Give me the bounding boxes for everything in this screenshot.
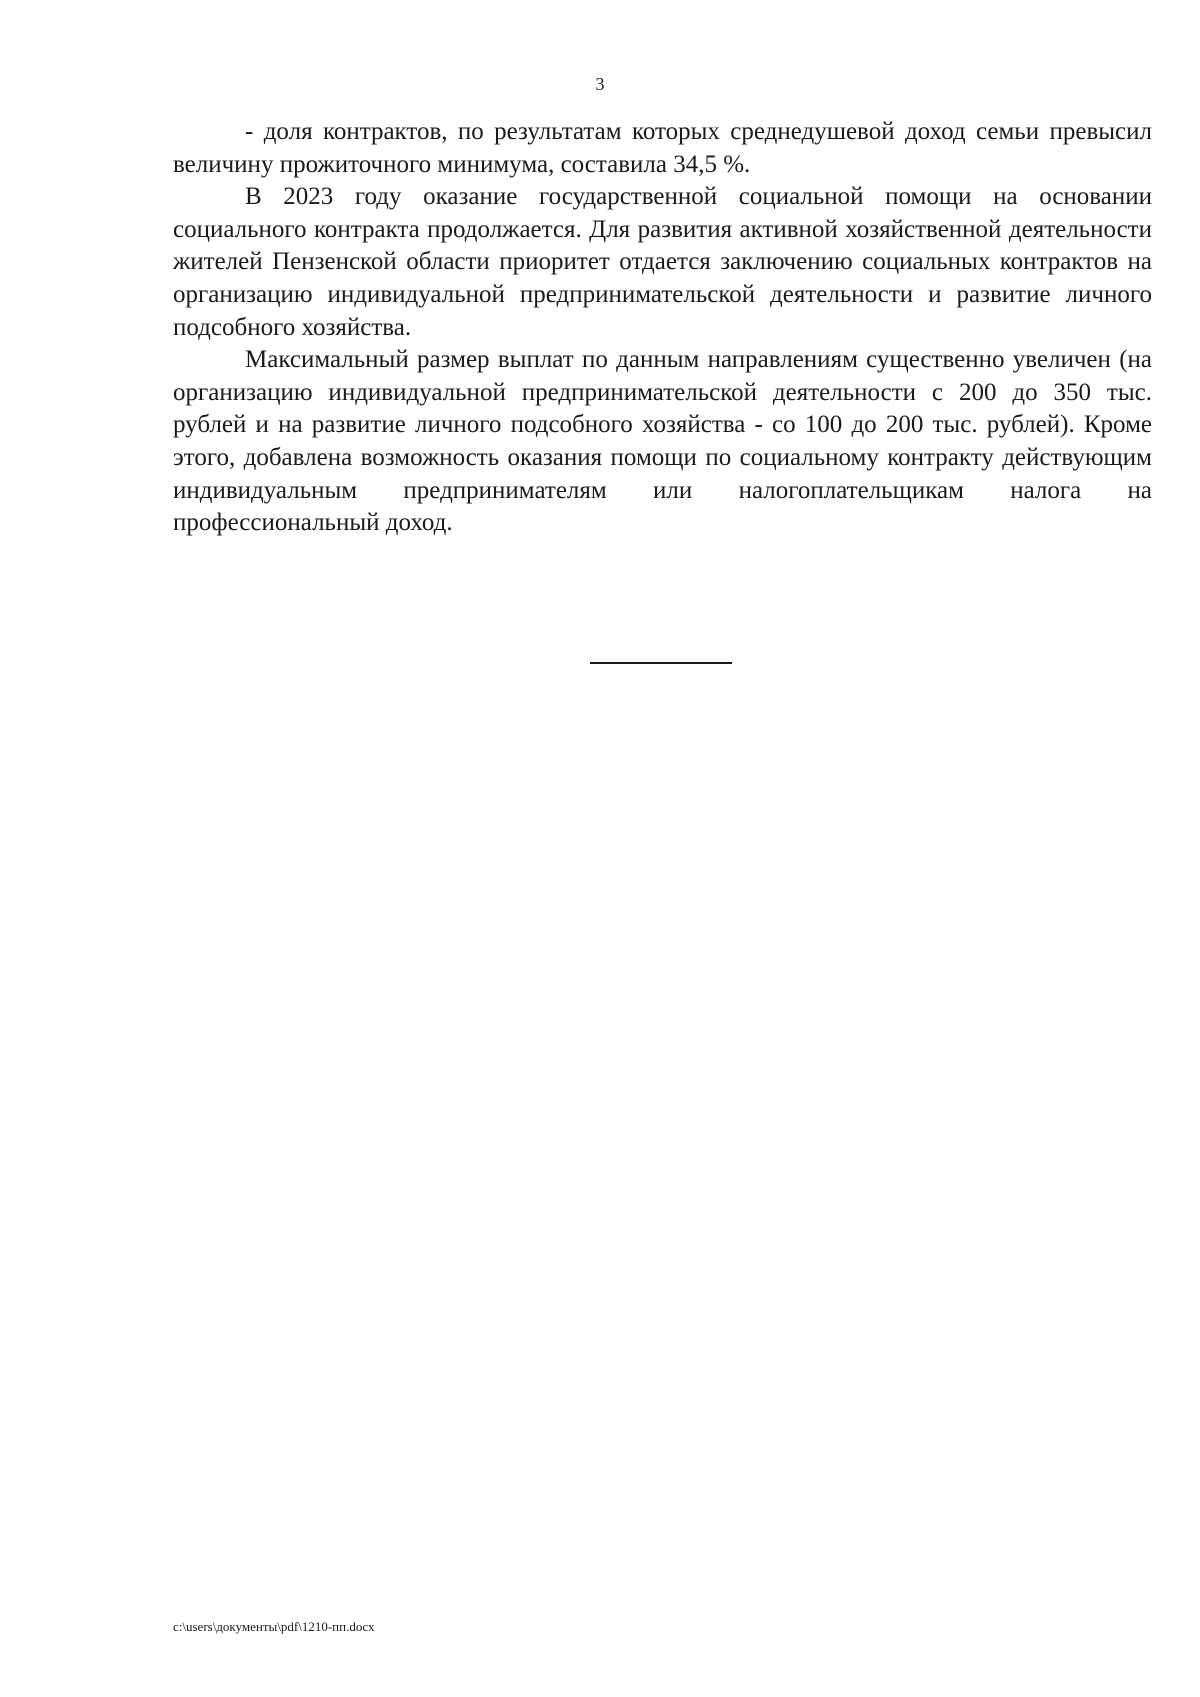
footer-file-path: c:\users\документы\pdf\1210-пп.docx (173, 1619, 375, 1634)
paragraph-contract-share: - доля контрактов, по результатам которых среднедушевой доход семьи превысил величину прожиточного минимума, составила 34,5 %. (173, 118, 1152, 178)
end-of-text-rule (590, 662, 732, 664)
paragraph-maximum-payments: Максимальный размер выплат по данным направлениям существенно увеличен (на организацию индивидуальной предпринимательской деятельности с 200 до 350 тыс. рублей и на развитие личного подсобного хозяйства - со 100 до 200 тыс. рублей). Кроме этого, добавлена возможность оказания помощи по социальному контракту действующим индивидуальным предпринимателям или налогоплательщикам налога на профессиональный доход. (173, 346, 1152, 537)
page-number: 3 (595, 74, 605, 94)
document-body (173, 116, 1152, 540)
paragraph-2023-assistance: В 2023 году оказание государственной социальной помощи на основании социального контракта продолжается. Для развития активной хозяйственной деятельности жителей Пензенской области приоритет отдается заключению социальных контрактов на организацию индивидуальной предпринимательской деятельности и развитие личного подсобного хозяйства. (173, 183, 1152, 341)
